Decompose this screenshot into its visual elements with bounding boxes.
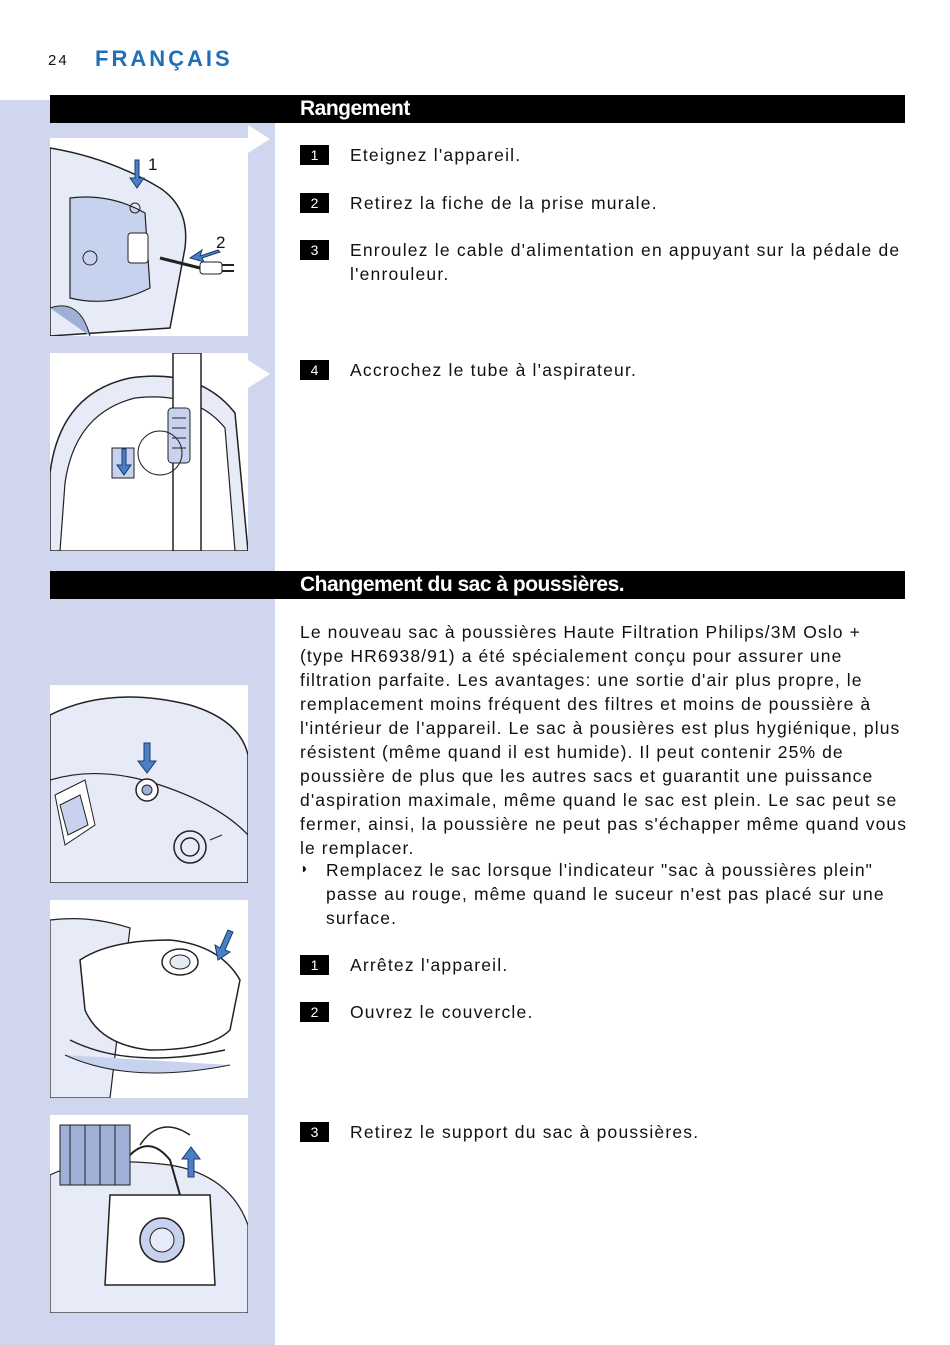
step-text: Enroulez le cable d'alimentation en appuyant sur la pédale de l'enrouleur. bbox=[350, 240, 901, 284]
step-text: Retirez le support du sac à poussières. bbox=[350, 1122, 700, 1142]
step-text: Arrêtez l'appareil. bbox=[350, 955, 509, 975]
figure-remove-holder bbox=[50, 1115, 248, 1313]
section-title-rangement: Rangement bbox=[300, 97, 410, 120]
step-text: Ouvrez le couvercle. bbox=[350, 1002, 534, 1022]
figure-label-2: 2 bbox=[216, 233, 226, 252]
step-text: Retirez la fiche de la prise murale. bbox=[350, 193, 658, 213]
figure-arrow-notch bbox=[248, 360, 270, 388]
step-number: 3 bbox=[300, 240, 329, 260]
section-bar-rangement bbox=[50, 95, 905, 123]
step-number: 1 bbox=[300, 145, 329, 165]
figure-unplug bbox=[50, 138, 248, 336]
step-text: Eteignez l'appareil. bbox=[350, 145, 522, 165]
figure-arrow-notch bbox=[248, 125, 270, 153]
bullet-icon: ◗ bbox=[300, 860, 309, 876]
page-number: 24 bbox=[48, 52, 69, 69]
language-heading: FRANÇAIS bbox=[95, 46, 233, 71]
step-number: 2 bbox=[300, 193, 329, 213]
section-title-bag: Changement du sac à poussières. bbox=[300, 573, 625, 596]
intro-paragraph: Le nouveau sac à poussières Haute Filtration Philips/3M Oslo + (type HR6938/91) a été spécialement conçu pour assurer une filtration parfaite. Les avantages: une sortie d'air plus propre, le remplacement moins fréquent des filtres et moins de poussière à l'intérieur de l'appareil. Le sac à pousières est plus hygiénique, plus résistent (même quand il est humide). Il peut contenir 25% de poussière de plus que les autres sacs et guarantit une puissance d'aspiration maximale, même quand le sac est plein. Le sac peut se fermer, ainsi, la poussière ne peut pas s'échapper même quand vous le remplacer. bbox=[300, 622, 908, 858]
figure-label-1: 1 bbox=[148, 155, 158, 174]
figure-bag-indicator bbox=[50, 685, 248, 883]
step-number: 3 bbox=[300, 1122, 329, 1142]
figure-tube-park bbox=[50, 353, 248, 551]
step-number: 2 bbox=[300, 1002, 329, 1022]
step-text: Accrochez le tube à l'aspirateur. bbox=[350, 360, 638, 380]
bullet-text: Remplacez le sac lorsque l'indicateur "sac à poussières plein" passe au rouge, même quand le suceur n'est pas placé sur une surface. bbox=[326, 860, 885, 928]
figure-open-cover bbox=[50, 900, 248, 1098]
step-number: 4 bbox=[300, 360, 329, 380]
step-number: 1 bbox=[300, 955, 329, 975]
